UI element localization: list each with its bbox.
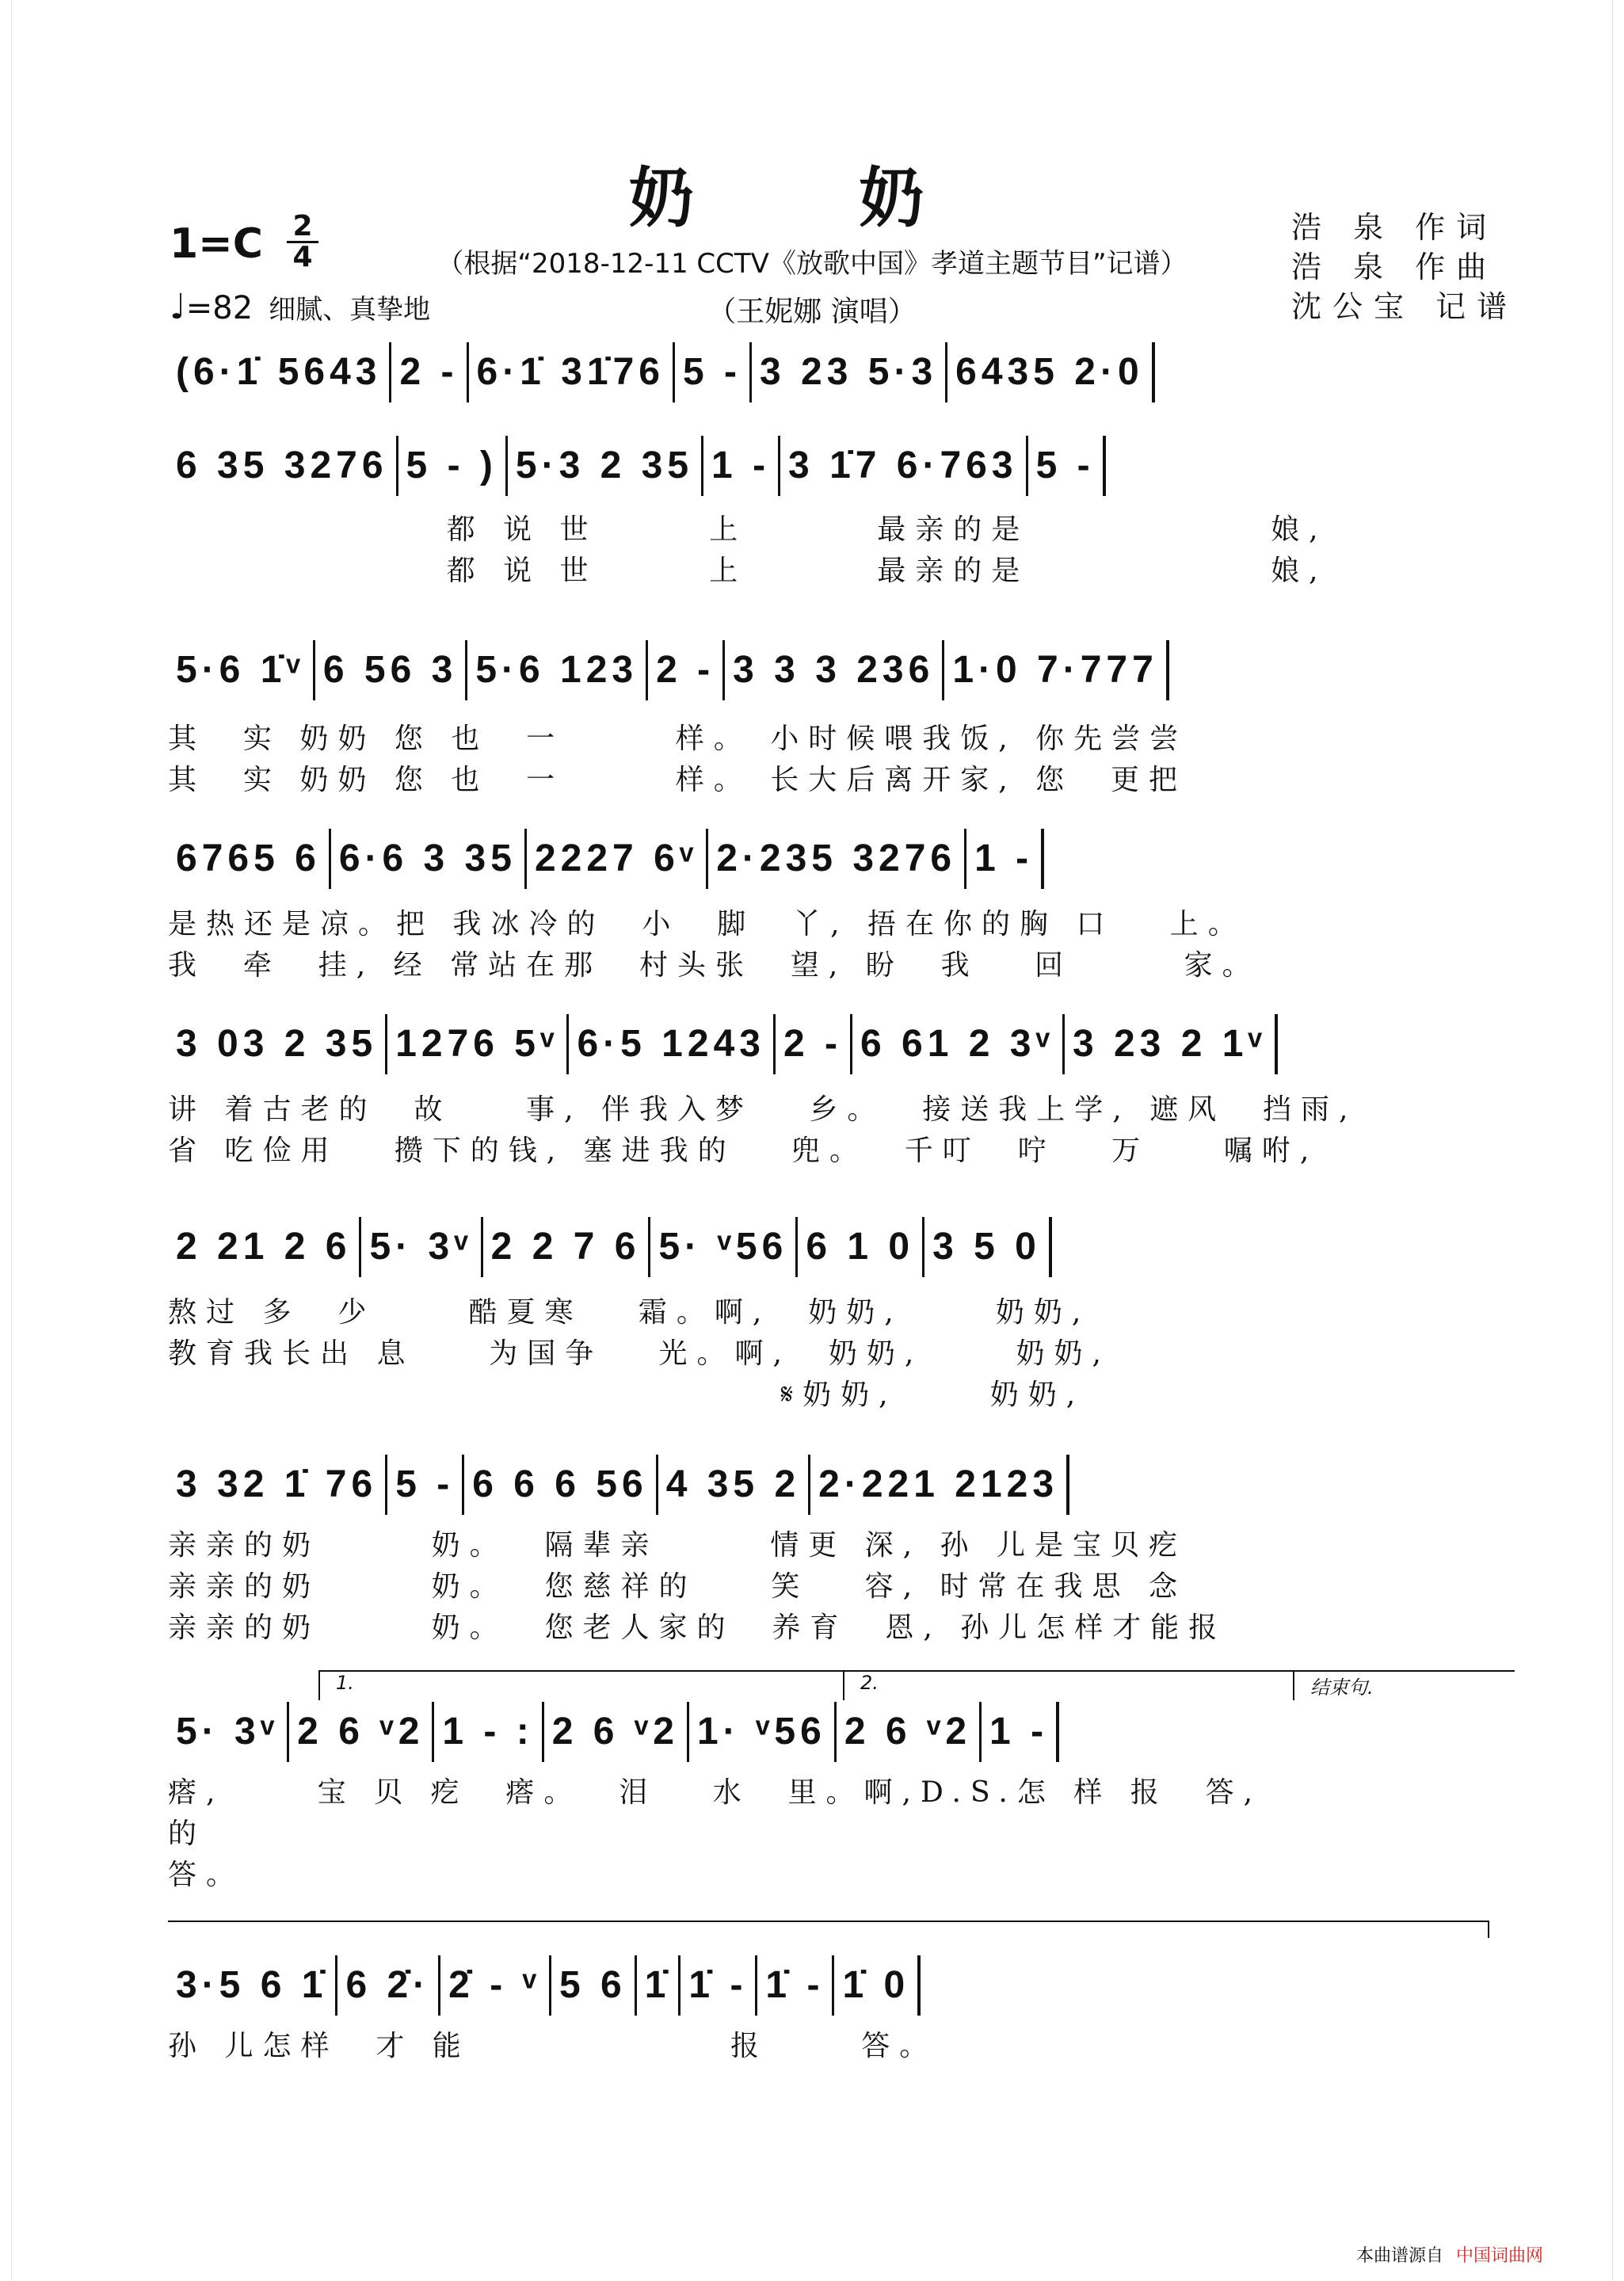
measure: 5 -: [675, 342, 752, 402]
lyricist-credit: 浩 泉 作词: [1291, 210, 1498, 245]
song-title: 奶 奶: [628, 160, 996, 236]
time-signature-top: 2: [292, 210, 313, 242]
measure: 6·6 3 35: [331, 829, 527, 889]
measure: (6·1̇ 5643: [168, 342, 391, 402]
lyric-line: 其 实 奶奶 您 也 一 样。 长大后离开家, 您 更把: [168, 764, 1187, 796]
measure: 2·221 2123: [810, 1455, 1069, 1515]
notation-row: [168, 829, 1499, 889]
measure: 3 1̇7 6·763: [780, 436, 1028, 496]
measure: 6765 6: [168, 829, 331, 889]
measure: 2 2 7 6: [483, 1217, 651, 1277]
measure: 1276 5ᵛ: [387, 1014, 569, 1074]
lyric-line: 是热还是凉。把 我冰冷的 小 脚 丫, 捂在你的胸 口 上。: [168, 908, 1246, 940]
time-signature: [287, 212, 318, 272]
measure: 2227 6ᵛ: [527, 829, 708, 889]
measure: 3 32 1̇ 76: [168, 1455, 387, 1515]
lyric-line: 瘩, 宝 贝 疙 瘩。 泪 水 里。啊,D.S.怎 样 报 答,: [168, 1776, 1263, 1809]
lyric-line: 孙 儿怎样 才 能 报 答。: [168, 2030, 938, 2062]
measure: 6·1̇ 31̇76: [469, 342, 676, 402]
notation-row: [168, 1955, 1499, 2016]
measure: 3 3 3 236: [725, 640, 944, 700]
measure: 6 2̇·: [337, 1955, 440, 2016]
measure: 5 -: [1028, 436, 1106, 496]
measure: 5 -: [387, 1455, 464, 1515]
measure: 6·5 1243: [569, 1014, 776, 1074]
lyric-line: 亲亲的奶 奶。 您慈祥的 笑 容, 时常在我思 念: [168, 1570, 1187, 1603]
lyric-line: 讲 着古老的 故 事, 伴我入梦 乡。 接送我上学, 遮风 挡雨,: [168, 1093, 1358, 1126]
coda-ending-label: 结束句.: [1310, 1676, 1374, 1699]
measure: 5·6 123: [467, 640, 648, 700]
time-signature-bottom: 4: [287, 241, 318, 272]
measure: 1 - :: [434, 1702, 543, 1762]
measure: 2 6 ᵛ2: [289, 1702, 434, 1762]
measure: 1̇: [637, 1955, 681, 2016]
measure: 3 23 5·3: [752, 342, 947, 402]
measure: 3 03 2 35: [168, 1014, 387, 1074]
measure: 6 56 3: [315, 640, 467, 700]
expression-marking: 细腻、真挚地: [269, 294, 431, 326]
measure: 6435 2·0: [947, 342, 1155, 402]
singer-credit: （王妮娜 演唱）: [707, 296, 917, 328]
transcriber-credit: 沈公宝 记谱: [1291, 289, 1519, 324]
quarter-note-icon: ♩: [170, 287, 186, 327]
lyric-line: 的: [168, 1818, 207, 1850]
notation-row: [168, 1217, 1499, 1277]
notation-row: [168, 1014, 1499, 1074]
lyric-line: 省 吃俭用 攒下的钱, 塞进我的 兜。 千叮 咛 万 嘱咐,: [168, 1135, 1319, 1167]
source-label: 本曲谱源自: [1356, 2246, 1444, 2266]
lyric-line: 都 说 世 上 最亲的是 娘,: [168, 513, 1328, 546]
left-margin-strip: [0, 0, 12, 2281]
notation-row: [168, 342, 1499, 402]
lyric-line: 都 说 世 上 最亲的是 娘,: [168, 555, 1328, 587]
measure: 2 -: [648, 640, 725, 700]
measure: 5·6 1̇ᵛ: [168, 640, 315, 700]
first-ending-bracket: [318, 1670, 843, 1700]
measure: 6 1 0: [798, 1217, 924, 1277]
measure: 1 -: [982, 1702, 1059, 1762]
measure: 5 - ): [398, 436, 508, 496]
coda-bracket-line: [168, 1921, 1489, 1938]
measure: 1̇ 0: [834, 1955, 921, 2016]
lyric-line: 亲亲的奶 奶。 您老人家的 养育 恩, 孙儿怎样才能报: [168, 1612, 1227, 1644]
notation-row: [168, 1702, 1499, 1762]
notation-row: [168, 640, 1499, 700]
composer-credit: 浩 泉 作曲: [1291, 250, 1498, 284]
lyric-line: 熬过 多 少 酷夏寒 霜。啊, 奶奶, 奶奶,: [168, 1296, 1091, 1329]
measure: 6 35 3276: [168, 436, 398, 496]
tempo-marking: [170, 287, 430, 327]
notation-row: [168, 436, 1499, 496]
site-link[interactable]: 中国词曲网: [1456, 2246, 1544, 2266]
measure: 5· 3ᵛ: [361, 1217, 482, 1277]
measure: 2 -: [776, 1014, 852, 1074]
measure: 3 23 2 1ᵛ: [1065, 1014, 1278, 1074]
measure: 5· 3ᵛ: [168, 1702, 289, 1762]
measure: 6 6 6 56: [464, 1455, 658, 1515]
measure: 2 -: [391, 342, 468, 402]
tempo-value: =82: [185, 290, 254, 326]
measure: 5·3 2 35: [508, 436, 703, 496]
measure: 5 6: [551, 1955, 637, 2016]
right-margin-strip: [1612, 0, 1624, 2281]
credits-block: [1291, 208, 1518, 326]
measure: 2 21 2 6: [168, 1217, 361, 1277]
measure: 1 -: [703, 436, 780, 496]
measure: 1·0 7·777: [944, 640, 1168, 700]
lyric-line: 答。: [168, 1859, 245, 1891]
lyric-line: 其 实 奶奶 您 也 一 样。 小时候喂我饭, 你先尝尝: [168, 723, 1188, 755]
second-ending-bracket: [843, 1670, 1294, 1700]
measure: 2·235 3276: [708, 829, 966, 889]
measure: 2̇ - ᵛ: [440, 1955, 551, 2016]
lyric-line: 我 牵 挂, 经 常站在那 村头张 望, 盼 我 回 家。: [168, 949, 1260, 982]
measure: 1̇ -: [680, 1955, 757, 2016]
segno-lyric-line: 𝄋奶奶, 奶奶,: [168, 1379, 1085, 1411]
coda-ending-bracket: [1293, 1670, 1515, 1700]
first-ending-label: 1.: [336, 1672, 354, 1694]
measure: 1· ᵛ56: [689, 1702, 837, 1762]
measure: 6 61 2 3ᵛ: [852, 1014, 1065, 1074]
measure: 5· ᵛ56: [650, 1217, 798, 1277]
lyric-line: 教育我长出 息 为国争 光。啊, 奶奶, 奶奶,: [168, 1337, 1111, 1370]
measure: 4 35 2: [658, 1455, 810, 1515]
measure: 3·5 6 1̇: [168, 1955, 337, 2016]
notation-row: [168, 1455, 1499, 1515]
song-subtitle: （根据“2018-12-11 CCTV《放歌中国》孝道主题节目”记谱）: [436, 248, 1188, 280]
measure: 2 6 ᵛ2: [544, 1702, 689, 1762]
key-signature: 1=C: [170, 220, 263, 268]
measure: 1̇ -: [757, 1955, 834, 2016]
measure: 3 5 0: [924, 1217, 1052, 1277]
measure: 2 6 ᵛ2: [837, 1702, 982, 1762]
lyric-line: 亲亲的奶 奶。 隔辈亲 情更 深, 孙 儿是宝贝疙: [168, 1529, 1187, 1562]
second-ending-label: 2.: [860, 1672, 879, 1694]
measure: 1 -: [966, 829, 1044, 889]
